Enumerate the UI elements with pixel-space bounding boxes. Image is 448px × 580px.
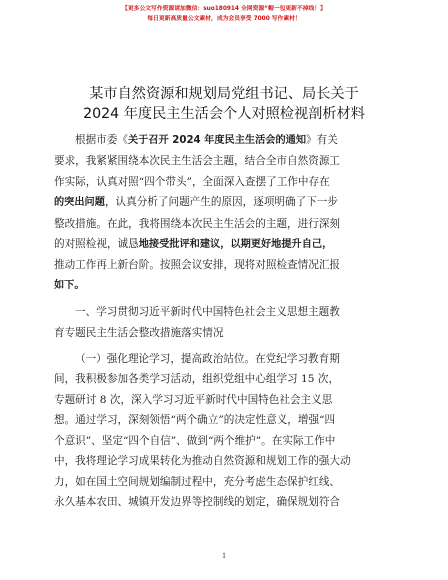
intro-line bbox=[54, 234, 394, 255]
subsection-line: 个意识”、坚定“四个自信”、做到“两个维护”。在实际工作中 bbox=[54, 434, 336, 447]
promo-banner-line-2: 每日更新高质量公文素材，成为会员享受 7000 写作素材！ bbox=[147, 16, 301, 22]
bold-text: 的突出问题 bbox=[54, 197, 105, 209]
subsection-line: 力，如在国土空间规划编制过程中，充分考虑生态保护红线、 bbox=[54, 475, 341, 488]
text-span: 》有关 bbox=[306, 134, 338, 146]
section-heading-line: 一、学习贯彻习近平新时代中国特色社会主义思想主题教 bbox=[75, 306, 340, 319]
section-heading-line: 育专题民主生活会整改措施落实情况 bbox=[54, 326, 224, 339]
text-span: 根据市委《 bbox=[75, 134, 128, 146]
title-line-1: 某市自然资源和规划局党组书记、局长关于 bbox=[89, 86, 359, 102]
intro-line: 推动工作再上新台阶。按照会议安排，现将对照检查情况汇报 bbox=[54, 259, 341, 272]
intro-line bbox=[54, 130, 394, 151]
title-line-2: 2024 年度民主生活会个人对照检视剖析材料 bbox=[83, 106, 365, 122]
document-title bbox=[40, 84, 408, 124]
text-span: 的对照检视，诚恳 bbox=[54, 238, 139, 251]
intro-line: 整改措施。在此，我将围绕本次民主生活会的主题，进行深刻 bbox=[54, 217, 341, 230]
subsection-line: 永久基本农田、城镇开发边界等控制线的划定，确保规划符合 bbox=[54, 495, 341, 508]
subsection-line: 中，我将理论学习成果转化为推动自然资源和规划工作的强大动 bbox=[54, 455, 351, 468]
subsection-line: 间，我积极参加各类学习活动，组织党组中心组学习 15 次， bbox=[54, 373, 340, 386]
intro-line: 作实际，认真对照“四个带头”，全面深入查摆了工作中存在 bbox=[54, 175, 330, 188]
intro-line bbox=[54, 192, 394, 213]
subsection-line: 想。通过学习，深刻领悟“两个确立”的决定性意义，增强“四 bbox=[54, 414, 336, 427]
intro-line: 要求，我紧紧围绕本次民主生活会主题，结合全市自然资源工 bbox=[54, 155, 341, 168]
intro-line: 如下。 bbox=[54, 279, 85, 291]
bold-text: 关于召开 2024 年度民主生活会的通知 bbox=[127, 135, 307, 146]
text-span: ，认真分析了问题产生的原因，逐项明确了下一步 bbox=[104, 196, 338, 209]
page-number: 1 bbox=[222, 551, 226, 560]
document-body bbox=[54, 130, 394, 512]
bold-text: 地接受批评和建议，以期更好地提升自己， bbox=[138, 239, 333, 251]
promo-banner-line-1: 【更多公文写作资源请加微信：suo180914 全网资源“帽一包更新不掉线！】 bbox=[122, 6, 326, 12]
subsection-line: （一）强化理论学习，提高政治站位。在党纪学习教育期 bbox=[75, 353, 340, 366]
subsection-line: 专题研讨 8 次，深入学习习近平新时代中国特色社会主义思 bbox=[54, 393, 333, 406]
promo-banner bbox=[0, 4, 448, 24]
